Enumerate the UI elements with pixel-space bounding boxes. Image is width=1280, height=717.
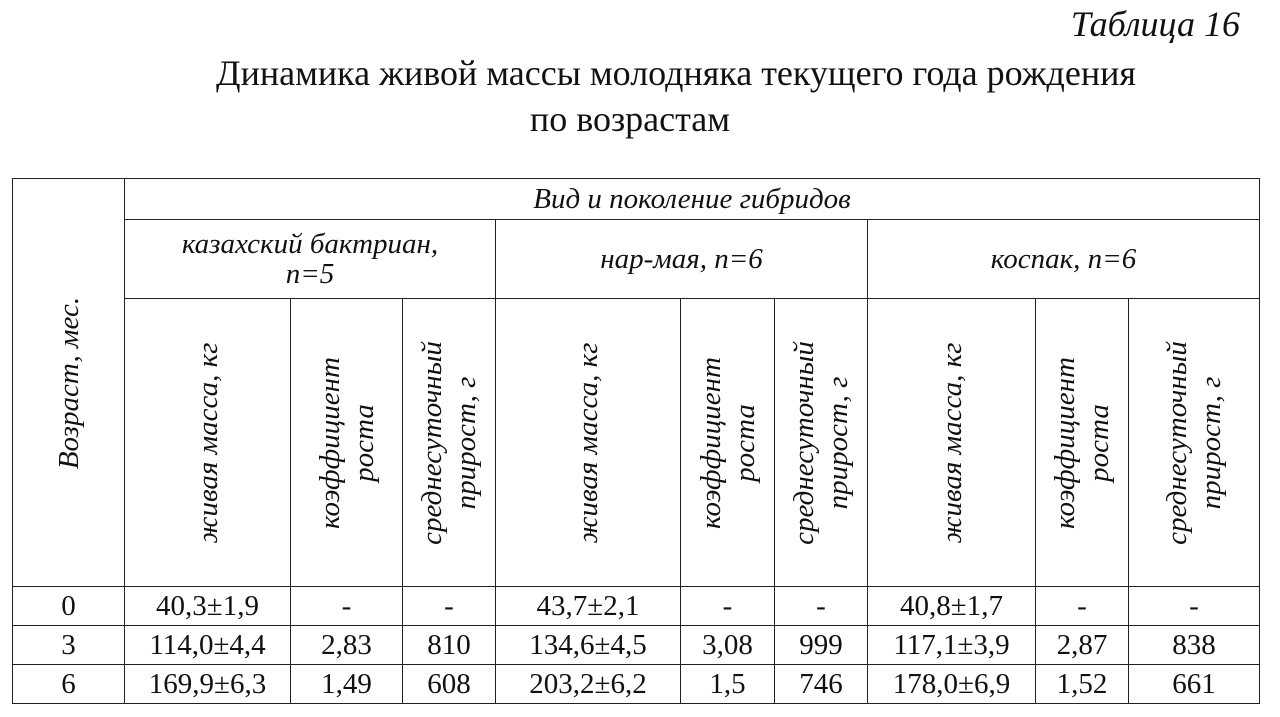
table-cell: -	[291, 587, 403, 626]
table-cell: 114,0±4,4	[125, 626, 291, 665]
col-header-live-weight: живая масса, кг	[868, 299, 1036, 587]
table-cell: 1,5	[681, 665, 775, 704]
species-generation-header: Вид и поколение гибридов	[125, 179, 1260, 220]
table-row	[13, 665, 1260, 704]
table-cell: 134,6±4,5	[496, 626, 681, 665]
table-cell: 117,1±3,9	[868, 626, 1036, 665]
table-cell: 746	[775, 665, 868, 704]
group-header-nar-maya: нар-мая, n=6	[496, 220, 868, 299]
table-cell: 1,52	[1036, 665, 1129, 704]
data-table	[12, 178, 1260, 704]
table-cell: 169,9±6,3	[125, 665, 291, 704]
table-cell: -	[403, 587, 496, 626]
table-row	[13, 626, 1260, 665]
table-cell: 810	[403, 626, 496, 665]
table-number: Таблица 16	[1070, 4, 1240, 44]
table-cell: -	[775, 587, 868, 626]
col-header-growth-coef: коэффициент роста	[1036, 299, 1129, 587]
group-header-kazakh-bactrian: казахский бактриан, n=5	[125, 220, 496, 299]
table-cell: 1,49	[291, 665, 403, 704]
table-cell: 2,83	[291, 626, 403, 665]
table-title-line1: Динамика живой массы молодняка текущего года рождения	[216, 53, 1136, 93]
table-cell: 203,2±6,2	[496, 665, 681, 704]
table-cell: 999	[775, 626, 868, 665]
table-cell: 661	[1129, 665, 1260, 704]
table-cell: 40,8±1,7	[868, 587, 1036, 626]
age-header: Возраст, мес.	[13, 179, 125, 587]
age-cell: 3	[13, 626, 125, 665]
table-cell: -	[1129, 587, 1260, 626]
col-header-daily-gain: среднесуточный прирост, г	[403, 299, 496, 587]
table-cell: 608	[403, 665, 496, 704]
table-cell: 3,08	[681, 626, 775, 665]
col-header-growth-coef: коэффициент роста	[291, 299, 403, 587]
group-header-kospak: коспак, n=6	[868, 220, 1260, 299]
table-cell: -	[1036, 587, 1129, 626]
col-header-daily-gain: среднесуточный прирост, г	[775, 299, 868, 587]
col-header-live-weight: живая масса, кг	[496, 299, 681, 587]
age-cell: 0	[13, 587, 125, 626]
col-header-daily-gain: среднесуточный прирост, г	[1129, 299, 1260, 587]
table-cell: -	[681, 587, 775, 626]
table-cell: 40,3±1,9	[125, 587, 291, 626]
table-row	[13, 587, 1260, 626]
table-cell: 43,7±2,1	[496, 587, 681, 626]
table-cell: 838	[1129, 626, 1260, 665]
table-cell: 178,0±6,9	[868, 665, 1036, 704]
table-cell: 2,87	[1036, 626, 1129, 665]
age-cell: 6	[13, 665, 125, 704]
col-header-growth-coef: коэффициент роста	[681, 299, 775, 587]
table-title-line2: по возрастам	[529, 99, 731, 139]
col-header-live-weight: живая масса, кг	[125, 299, 291, 587]
